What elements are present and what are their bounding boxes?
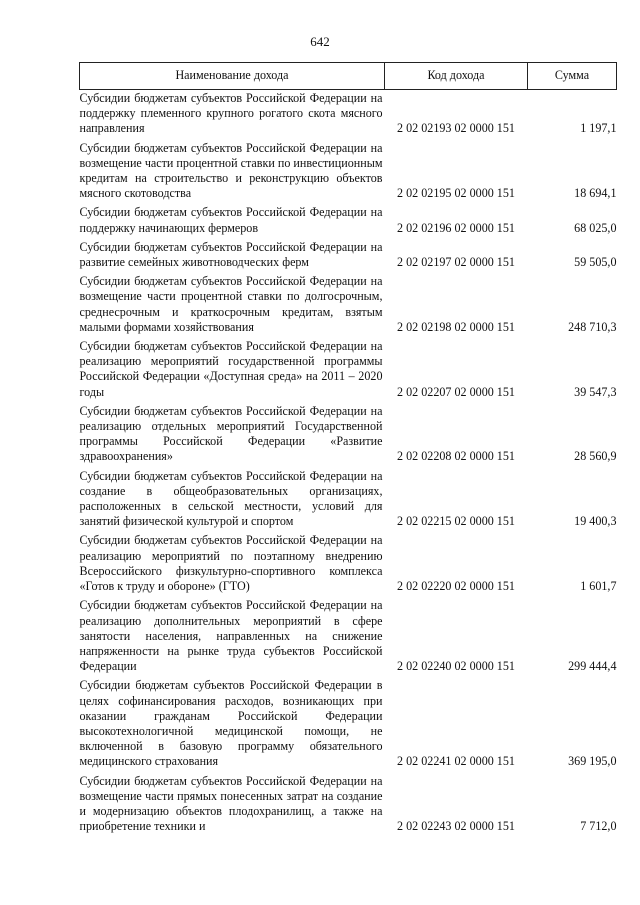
income-code-cell: 2 02 02195 02 0000 151 bbox=[397, 186, 515, 201]
income-sum-cell: 1 197,1 bbox=[580, 121, 617, 136]
table-header-row bbox=[80, 63, 617, 90]
table-row bbox=[80, 204, 617, 238]
income-sum-cell: 68 025,0 bbox=[574, 220, 617, 235]
income-name-cell: Субсидии бюджетам субъектов Российской Федерации на реализацию мероприятий по поэтапному внедрению Всероссийского физкультурно-спортивного комплекса «Готов к труду и обороне» (ГТО) bbox=[79, 533, 383, 594]
income-code-cell: 2 02 02220 02 0000 151 bbox=[397, 579, 515, 594]
income-sum-cell: 248 710,3 bbox=[568, 319, 617, 334]
income-sum-cell: 369 195,0 bbox=[568, 754, 617, 769]
income-sum-cell: 18 694,1 bbox=[574, 186, 617, 201]
table-row bbox=[80, 403, 617, 468]
income-name-cell: Субсидии бюджетам субъектов Российской Федерации на поддержку племенного крупного рогатого скота мясного направления bbox=[79, 91, 383, 136]
table-row bbox=[80, 677, 617, 772]
income-code-cell: 2 02 02208 02 0000 151 bbox=[397, 449, 515, 464]
income-sum-cell: 28 560,9 bbox=[574, 449, 617, 464]
income-sum-cell: 59 505,0 bbox=[574, 255, 617, 270]
income-code-cell: 2 02 02193 02 0000 151 bbox=[397, 121, 515, 136]
income-code-cell: 2 02 02197 02 0000 151 bbox=[397, 255, 515, 270]
table-row bbox=[80, 140, 617, 205]
page-number: 642 bbox=[310, 34, 330, 49]
header-income-sum: Сумма bbox=[528, 63, 617, 90]
table-row bbox=[80, 338, 617, 403]
table-row bbox=[80, 597, 617, 677]
header-income-name: Наименование дохода bbox=[80, 63, 385, 90]
income-sum-cell: 7 712,0 bbox=[580, 819, 617, 834]
header-income-code: Код дохода bbox=[385, 63, 528, 90]
income-name-cell: Субсидии бюджетам субъектов Российской Федерации на развитие семейных животноводческих ферм bbox=[79, 239, 383, 270]
income-sum-cell: 299 444,4 bbox=[568, 659, 617, 674]
income-code-cell: 2 02 02240 02 0000 151 bbox=[397, 659, 515, 674]
income-name-cell: Субсидии бюджетам субъектов Российской Федерации на создание в общеобразовательных организациях, расположенных в сельской местности, условий для занятий физической культурой и спортом bbox=[79, 468, 383, 529]
table-row bbox=[80, 468, 617, 533]
income-name-cell: Субсидии бюджетам субъектов Российской Федерации на реализацию отдельных мероприятий Государственной программы Российской Федерации «Развитие здравоохранения» bbox=[79, 403, 383, 464]
income-name-cell: Субсидии бюджетам субъектов Российской Федерации на возмещение части процентной ставки по инвестиционным кредитам на строительство и реконструкцию объектов мясного скотоводства bbox=[79, 140, 383, 201]
income-code-cell: 2 02 02243 02 0000 151 bbox=[397, 819, 515, 834]
income-code-cell: 2 02 02241 02 0000 151 bbox=[397, 754, 515, 769]
income-name-cell: Субсидии бюджетам субъектов Российской Федерации в целях софинансирования расходов, возникающих при оказании гражданам Российской Федерации высокотехнологичной медицинской помощи, не включенной в базовую программу обязательного медицинского страхования bbox=[79, 678, 383, 769]
income-code-cell: 2 02 02198 02 0000 151 bbox=[397, 319, 515, 334]
income-name-cell: Субсидии бюджетам субъектов Российской Федерации на реализацию дополнительных мероприятий в сфере занятости населения, направленных на снижение напряженности на рынке труда субъектов Российской Федерации bbox=[79, 598, 383, 674]
income-code-cell: 2 02 02207 02 0000 151 bbox=[397, 384, 515, 399]
income-name-cell: Субсидии бюджетам субъектов Российской Федерации на поддержку начинающих фермеров bbox=[79, 205, 383, 235]
income-sum-cell: 1 601,7 bbox=[580, 579, 617, 594]
table-row bbox=[80, 273, 617, 338]
income-code-cell: 2 02 02196 02 0000 151 bbox=[397, 220, 515, 235]
income-table bbox=[79, 62, 617, 837]
income-name-cell: Субсидии бюджетам субъектов Российской Федерации на реализацию мероприятий государственной программы Российской Федерации «Доступная среда» на 2011 – 2020 годы bbox=[79, 339, 383, 399]
table-row bbox=[80, 90, 617, 140]
income-code-cell: 2 02 02215 02 0000 151 bbox=[397, 514, 515, 529]
table-row bbox=[80, 773, 617, 838]
income-name-cell: Субсидии бюджетам субъектов Российской Федерации на возмещение части процентной ставки по долгосрочным, среднесрочным и краткосрочным кредитам, взятым малыми формами хозяйствования bbox=[79, 274, 383, 334]
income-sum-cell: 19 400,3 bbox=[574, 514, 617, 529]
table-row bbox=[80, 239, 617, 273]
table-row bbox=[80, 532, 617, 597]
income-name-cell: Субсидии бюджетам субъектов Российской Федерации на возмещение части прямых понесенных затрат на создание и модернизацию объектов плодохранилищ, а также на приобретение техники и bbox=[79, 773, 383, 834]
income-sum-cell: 39 547,3 bbox=[574, 384, 617, 399]
